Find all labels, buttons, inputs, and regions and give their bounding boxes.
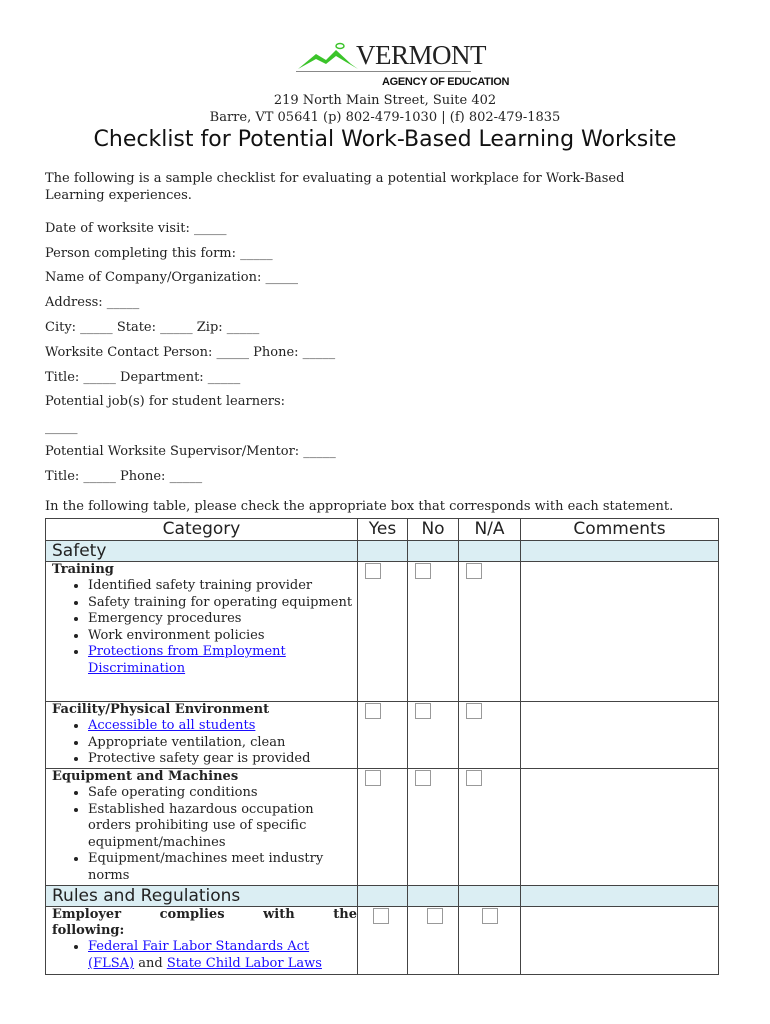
logo-agency: AGENCY OF EDUCATION (382, 76, 510, 88)
na-checkbox[interactable] (466, 703, 482, 719)
list-item: • Identified safety training provider (88, 578, 357, 595)
field-potential-jobs-blank: _____ (45, 420, 78, 435)
row-title: Employer complies with the following: (52, 907, 357, 938)
logo-rule (296, 71, 471, 72)
yes-checkbox[interactable] (373, 908, 389, 924)
child-labor-laws-link[interactable]: State Child Labor Laws (166, 955, 322, 971)
list-item: • Safe operating conditions (88, 785, 357, 802)
header-category: Category (46, 519, 358, 541)
list-item: • Established hazardous occupation orders prohibiting use of specific equipment/machines (88, 802, 357, 852)
table-header-row (46, 519, 719, 541)
field-supervisor-title-phone: Title: _____ Phone: _____ (45, 469, 203, 484)
vermont-agency-logo (296, 40, 510, 90)
na-checkbox[interactable] (466, 563, 482, 579)
employment-discrimination-link[interactable]: Protections from Employment Discrimination (88, 644, 286, 676)
na-checkbox[interactable] (466, 770, 482, 786)
field-supervisor: Potential Worksite Supervisor/Mentor: _____ (45, 444, 336, 459)
field-contact-phone: Worksite Contact Person: _____ Phone: _____ (45, 345, 336, 360)
section-row-safety (46, 541, 719, 562)
comments-cell[interactable] (521, 769, 719, 886)
row-title: Equipment and Machines (52, 769, 239, 784)
header-no: No (408, 519, 459, 541)
field-company: Name of Company/Organization: _____ (45, 270, 298, 285)
checklist-table (45, 518, 719, 975)
accessible-link[interactable]: Accessible to all students (88, 718, 256, 733)
field-address: Address: _____ (45, 295, 140, 310)
list-item: • Appropriate ventilation, clean (88, 735, 357, 752)
field-visit-date: Date of worksite visit: _____ (45, 221, 227, 236)
no-checkbox[interactable] (415, 703, 431, 719)
no-checkbox[interactable] (427, 908, 443, 924)
table-row-training (46, 562, 719, 702)
header-comments: Comments (521, 519, 719, 541)
list-item: • Work environment policies (88, 628, 357, 645)
page-title: Checklist for Potential Work-Based Learning Worksite (93, 127, 677, 152)
address-line-1: 219 North Main Street, Suite 402 (273, 93, 497, 108)
header-na: N/A (459, 519, 521, 541)
comments-cell[interactable] (521, 907, 719, 975)
table-row-facility (46, 702, 719, 769)
table-row-equipment (46, 769, 719, 886)
field-city-state-zip: City: _____ State: _____ Zip: _____ (45, 320, 260, 335)
no-checkbox[interactable] (415, 770, 431, 786)
field-title-department: Title: _____ Department: _____ (45, 370, 241, 385)
list-item: • Safety training for operating equipment (88, 595, 357, 612)
field-potential-jobs: Potential job(s) for student learners: (45, 394, 286, 409)
logo-name: VERMONT (356, 40, 486, 70)
yes-checkbox[interactable] (365, 770, 381, 786)
header-yes: Yes (358, 519, 408, 541)
field-person: Person completing this form: _____ (45, 246, 273, 261)
yes-checkbox[interactable] (365, 563, 381, 579)
row-title: Facility/Physical Environment (52, 702, 270, 717)
list-item: • Emergency procedures (88, 611, 357, 628)
table-row-employer (46, 907, 719, 975)
row-title: Training (52, 562, 114, 577)
section-title: Safety (46, 541, 358, 562)
flsa-link[interactable]: Federal Fair Labor Standards Act (FLSA) (88, 939, 310, 971)
intro-line-1: The following is a sample checklist for evaluating a potential workplace for Work-Based (45, 171, 625, 186)
list-item: • Protective safety gear is provided (88, 751, 357, 768)
list-item: • Equipment/machines meet industry norms (88, 851, 357, 884)
comments-cell[interactable] (521, 562, 719, 702)
no-checkbox[interactable] (415, 563, 431, 579)
address-line-2: Barre, VT 05641 (p) 802-479-1030 | (f) 802-479-1835 (209, 110, 561, 125)
comments-cell[interactable] (521, 702, 719, 769)
section-title: Rules and Regulations (46, 886, 358, 907)
link-separator: and (134, 955, 167, 971)
yes-checkbox[interactable] (365, 703, 381, 719)
table-instruction: In the following table, please check the appropriate box that corresponds with each statement. (45, 499, 674, 514)
na-checkbox[interactable] (482, 908, 498, 924)
section-row-rules (46, 886, 719, 907)
intro-line-2: Learning experiences. (45, 188, 192, 203)
